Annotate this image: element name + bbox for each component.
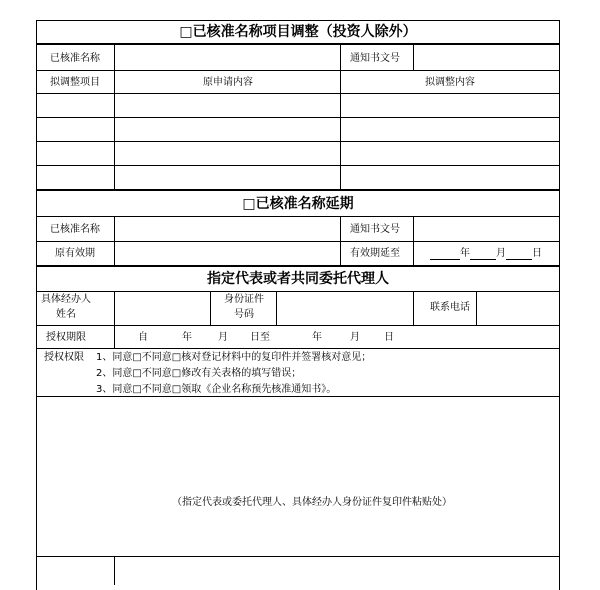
- period-year-2: 年: [312, 332, 322, 343]
- original-content-label: 原申请内容: [203, 77, 253, 88]
- divider: [114, 217, 115, 265]
- divider: [36, 348, 560, 349]
- divider: [114, 292, 115, 348]
- adjusted-content-label: 拟调整内容: [425, 77, 475, 88]
- divider: [114, 44, 115, 190]
- id-number-label-line1: 身份证件: [224, 294, 264, 305]
- adjust-item-label: 拟调整项目: [50, 77, 100, 88]
- period-day: 日: [384, 332, 394, 343]
- divider: [276, 292, 277, 325]
- extend-until-label: 有效期延至: [350, 248, 400, 259]
- divider: [340, 44, 341, 190]
- approved-name-label-2: 已核准名称: [50, 224, 100, 235]
- notice-no-label-2: 通知书文号: [350, 224, 400, 235]
- divider: [114, 557, 115, 585]
- divider: [413, 217, 414, 265]
- auth-period-label: 授权期限: [46, 332, 86, 343]
- section2-title: □已核准名称延期: [242, 196, 354, 212]
- authority-item: 2、同意□不同意□修改有关表格的填写错误；: [96, 368, 302, 379]
- phone-label: 联系电话: [430, 302, 470, 313]
- period-month-1: 月: [218, 332, 228, 343]
- divider: [476, 292, 477, 325]
- divider: [36, 396, 560, 397]
- notice-no-label: 通知书文号: [350, 53, 400, 64]
- auth-scope-label: 授权权限: [44, 352, 84, 363]
- period-month-2: 月: [350, 332, 360, 343]
- section3-title: 指定代表或者共同委托代理人: [207, 271, 389, 287]
- month-char: 月: [496, 248, 506, 259]
- authority-item: 3、同意□不同意□领取《企业名称预先核准通知书》。: [96, 384, 337, 395]
- id-copy-paste-note: （指定代表或委托代理人、具体经办人身份证件复印件粘贴处）: [172, 497, 452, 508]
- handler-name-label-line2: 姓名: [56, 309, 76, 320]
- section1-title: □已核准名称项目调整（投资人除外）: [179, 24, 417, 40]
- id-number-label-line2: 号码: [234, 309, 254, 320]
- divider: [413, 44, 414, 70]
- handler-name-label-line1: 具体经办人: [41, 294, 91, 305]
- divider: [36, 265, 560, 267]
- divider: [413, 292, 414, 325]
- period-from: 自: [138, 332, 148, 343]
- authority-item: 1、同意□不同意□核对登记材料中的复印件并签署核对意见；: [96, 352, 372, 363]
- divider: [340, 217, 341, 265]
- extend-date-field[interactable]: [430, 248, 542, 260]
- year-char: 年: [460, 248, 470, 259]
- period-year-1: 年: [182, 332, 192, 343]
- divider: [210, 292, 211, 325]
- day-char: 日: [532, 248, 542, 259]
- original-validity-label: 原有效期: [55, 248, 95, 259]
- period-to: 日至: [250, 332, 270, 343]
- approved-name-label: 已核准名称: [50, 53, 100, 64]
